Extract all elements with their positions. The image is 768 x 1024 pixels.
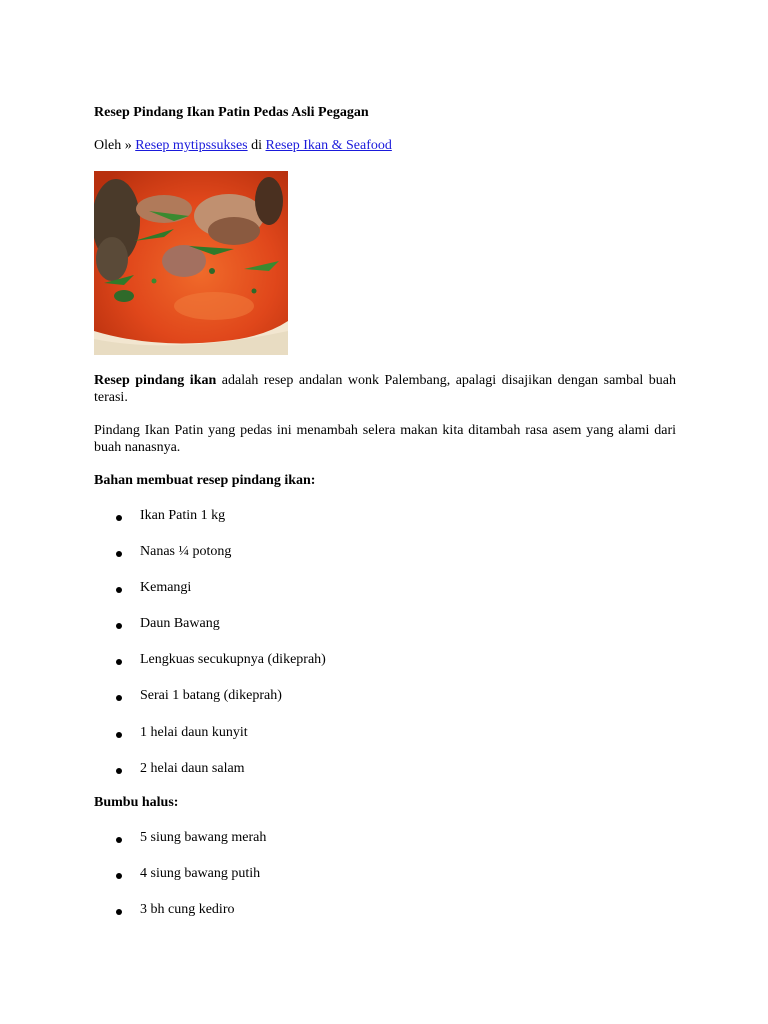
bullet-icon (116, 768, 122, 774)
intro-paragraph (94, 372, 676, 406)
byline (94, 138, 392, 154)
bullet-icon (116, 551, 122, 557)
author-link[interactable]: Resep mytipssukses (135, 138, 248, 153)
bullet-icon (116, 515, 122, 521)
bullet-icon (116, 659, 122, 665)
ingredients-heading: Bahan membuat resep pindang ikan: (94, 473, 316, 488)
pindang-soup-photo (94, 171, 288, 355)
bullet-icon (116, 732, 122, 738)
intro-text: adalah resep andalan wonk Palembang, apalagi disajikan dengan sambal buah terasi. (94, 373, 676, 405)
bullet-icon (116, 587, 122, 593)
intro-bold: Resep pindang ikan (94, 373, 217, 388)
byline-middle: di (247, 138, 266, 153)
bullet-icon (116, 695, 122, 701)
bullet-icon (116, 623, 122, 629)
bullet-icon (116, 873, 122, 879)
byline-prefix: Oleh » (94, 138, 136, 153)
category-link[interactable]: Resep Ikan & Seafood (265, 138, 392, 153)
page-title: Resep Pindang Ikan Patin Pedas Asli Pegagan (94, 105, 369, 120)
bullet-icon (116, 909, 122, 915)
description-paragraph: Pindang Ikan Patin yang pedas ini menambah selera makan kita ditambah rasa asem yang alami dari buah nanasnya. (94, 423, 676, 455)
spices-heading: Bumbu halus: (94, 795, 179, 810)
bullet-icon (116, 837, 122, 843)
